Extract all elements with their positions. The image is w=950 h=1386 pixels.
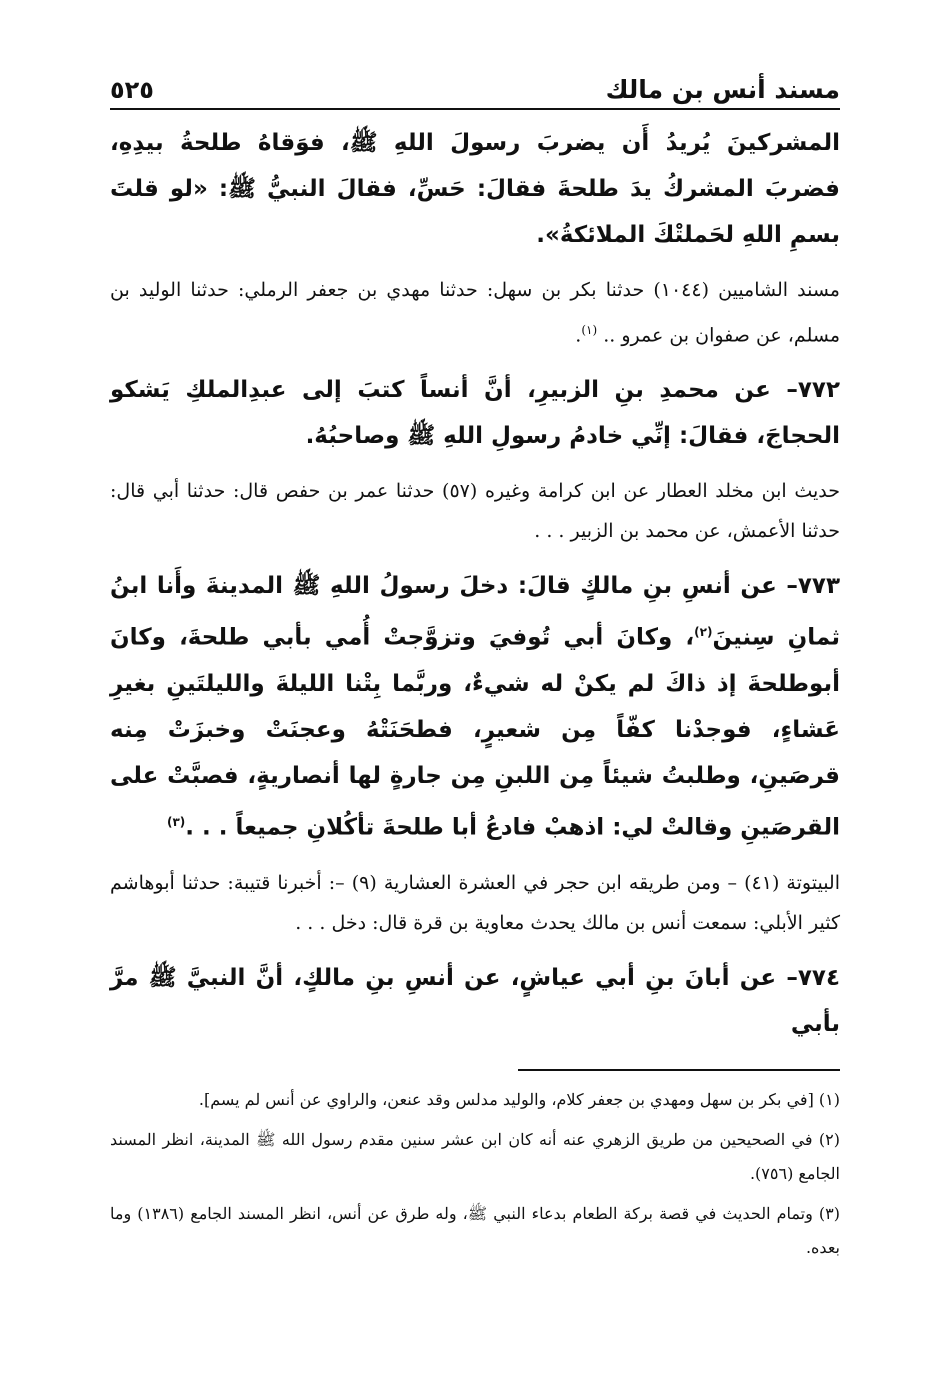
source-text: مسند الشاميين (١٠٤٤) حدثنا بكر بن سهل: حدثنا مهدي بن جعفر الرملي: حدثنا الوليد بن مسلم، عن صفوان بن عمرو .. bbox=[110, 279, 840, 347]
footnote-ref: (١) bbox=[581, 323, 598, 337]
source-citation bbox=[110, 471, 840, 551]
hadith-text: ٧٧٤– عن أبانَ بنِ أبي عياشٍ، عن أنسِ بنِ مالكٍ، أنَّ النبيَّ ﷺ مرَّ بأبي bbox=[110, 964, 840, 1037]
running-title: مسند أنس بن مالك bbox=[605, 75, 840, 104]
footnote-3: (٣) وتمام الحديث في قصة بركة الطعام بدعاء النبي ﷺ، وله طرق عن أنس، انظر المسند الجامع (١٣٨٦) وما بعده. bbox=[110, 1203, 840, 1257]
footnote-divider bbox=[518, 1069, 840, 1071]
footnotes bbox=[110, 1083, 840, 1265]
source-text: حديث ابن مخلد العطار عن ابن كرامة وغيره (٥٧) حدثنا عمر بن حفص قال: حدثنا أبي قال: حدثنا الأعمش، عن محمد بن الزبير . . . bbox=[110, 480, 840, 543]
hadith-text: ٧٧٣– عن أنسِ بنِ مالكٍ قالَ: دخلَ رسولُ اللهِ ﷺ المدينةَ وأَنا ابنُ ثمانِ سِنينَ bbox=[110, 573, 840, 651]
footnote-2: (٢) في الصحيحين من طريق الزهري عنه أنه كان ابن عشر سنين مقدم رسول الله ﷺ المدينة، انظر المسند الجامع (٧٥٦). bbox=[110, 1129, 840, 1183]
hadith-text: المشركينَ يُريدُ أَن يضربَ رسولَ اللهِ ﷺ، فوَقاهُ طلحةُ بيدِهِ، فضربَ المشركُ يدَ طلحةَ فقالَ: حَسِّ، فقالَ النبيُّ ﷺ: «لو قلتَ بسمِ اللهِ لحَملتْكَ الملائكةُ». bbox=[110, 130, 840, 248]
hadith-772 bbox=[110, 367, 840, 459]
hadith-text: ٧٧٢– عن محمدِ بنِ الزبيرِ، أنَّ أنساً كتبَ إلى عبدِالملكِ يَشكو الحجاجَ، فقالَ: إنِّي خادمُ رسولِ اللهِ ﷺ وصاحبُهُ. bbox=[110, 377, 840, 450]
document-page bbox=[110, 60, 840, 1271]
hadith-774 bbox=[110, 955, 840, 1047]
source-citation bbox=[110, 863, 840, 943]
hadith-text-continued: ، وكانَ أبي تُوفيَ وتزوَّجتْ أُمي بأبي طلحةَ، وكانَ أبوطلحةَ إذ ذاكَ لم يكنْ له شيءٌ، وربَّما بِتْنا الليلةَ والليلتَينِ بغيرِ عَشاءٍ، فوجدْنا كفّاً مِن شعيرٍ، فطحَنَتْهُ وعجنَتْ وخبزَتْ مِنه قرصَينِ، وطلبتُ شيئاً مِن اللبنِ مِن جارةٍ لها أنصاريةٍ، فصبَّتْ على القرصَينِ وقالتْ لي: اذهبْ فادعُ أبا طلحةَ تأكُلانِ جميعاً . . . bbox=[110, 624, 840, 841]
source-text: البيتوتة (٤١) – ومن طريقه ابن حجر في العشرة العشارية (٩) –: أخبرنا قتيبة: حدثنا أبوهاشم كثير الأبلي: سمعت أنس بن مالك يحدث معاوية بن قرة قال: دخل . . . bbox=[110, 871, 840, 934]
period: . bbox=[575, 324, 582, 347]
source-citation bbox=[110, 270, 840, 355]
footnote-ref: (٢) bbox=[694, 625, 713, 640]
page-number: ٥٢٥ bbox=[110, 76, 154, 104]
footnote-ref: (٣) bbox=[166, 814, 186, 829]
page-header bbox=[110, 60, 840, 110]
hadith-773 bbox=[110, 563, 840, 850]
hadith-continuation-text bbox=[110, 120, 840, 258]
footnote-1: (١) [في بكر بن سهل ومهدي بن جعفر كلام، والوليد مدلس وقد عنعن، والراوي عن أنس لم يسم]. bbox=[198, 1089, 840, 1109]
